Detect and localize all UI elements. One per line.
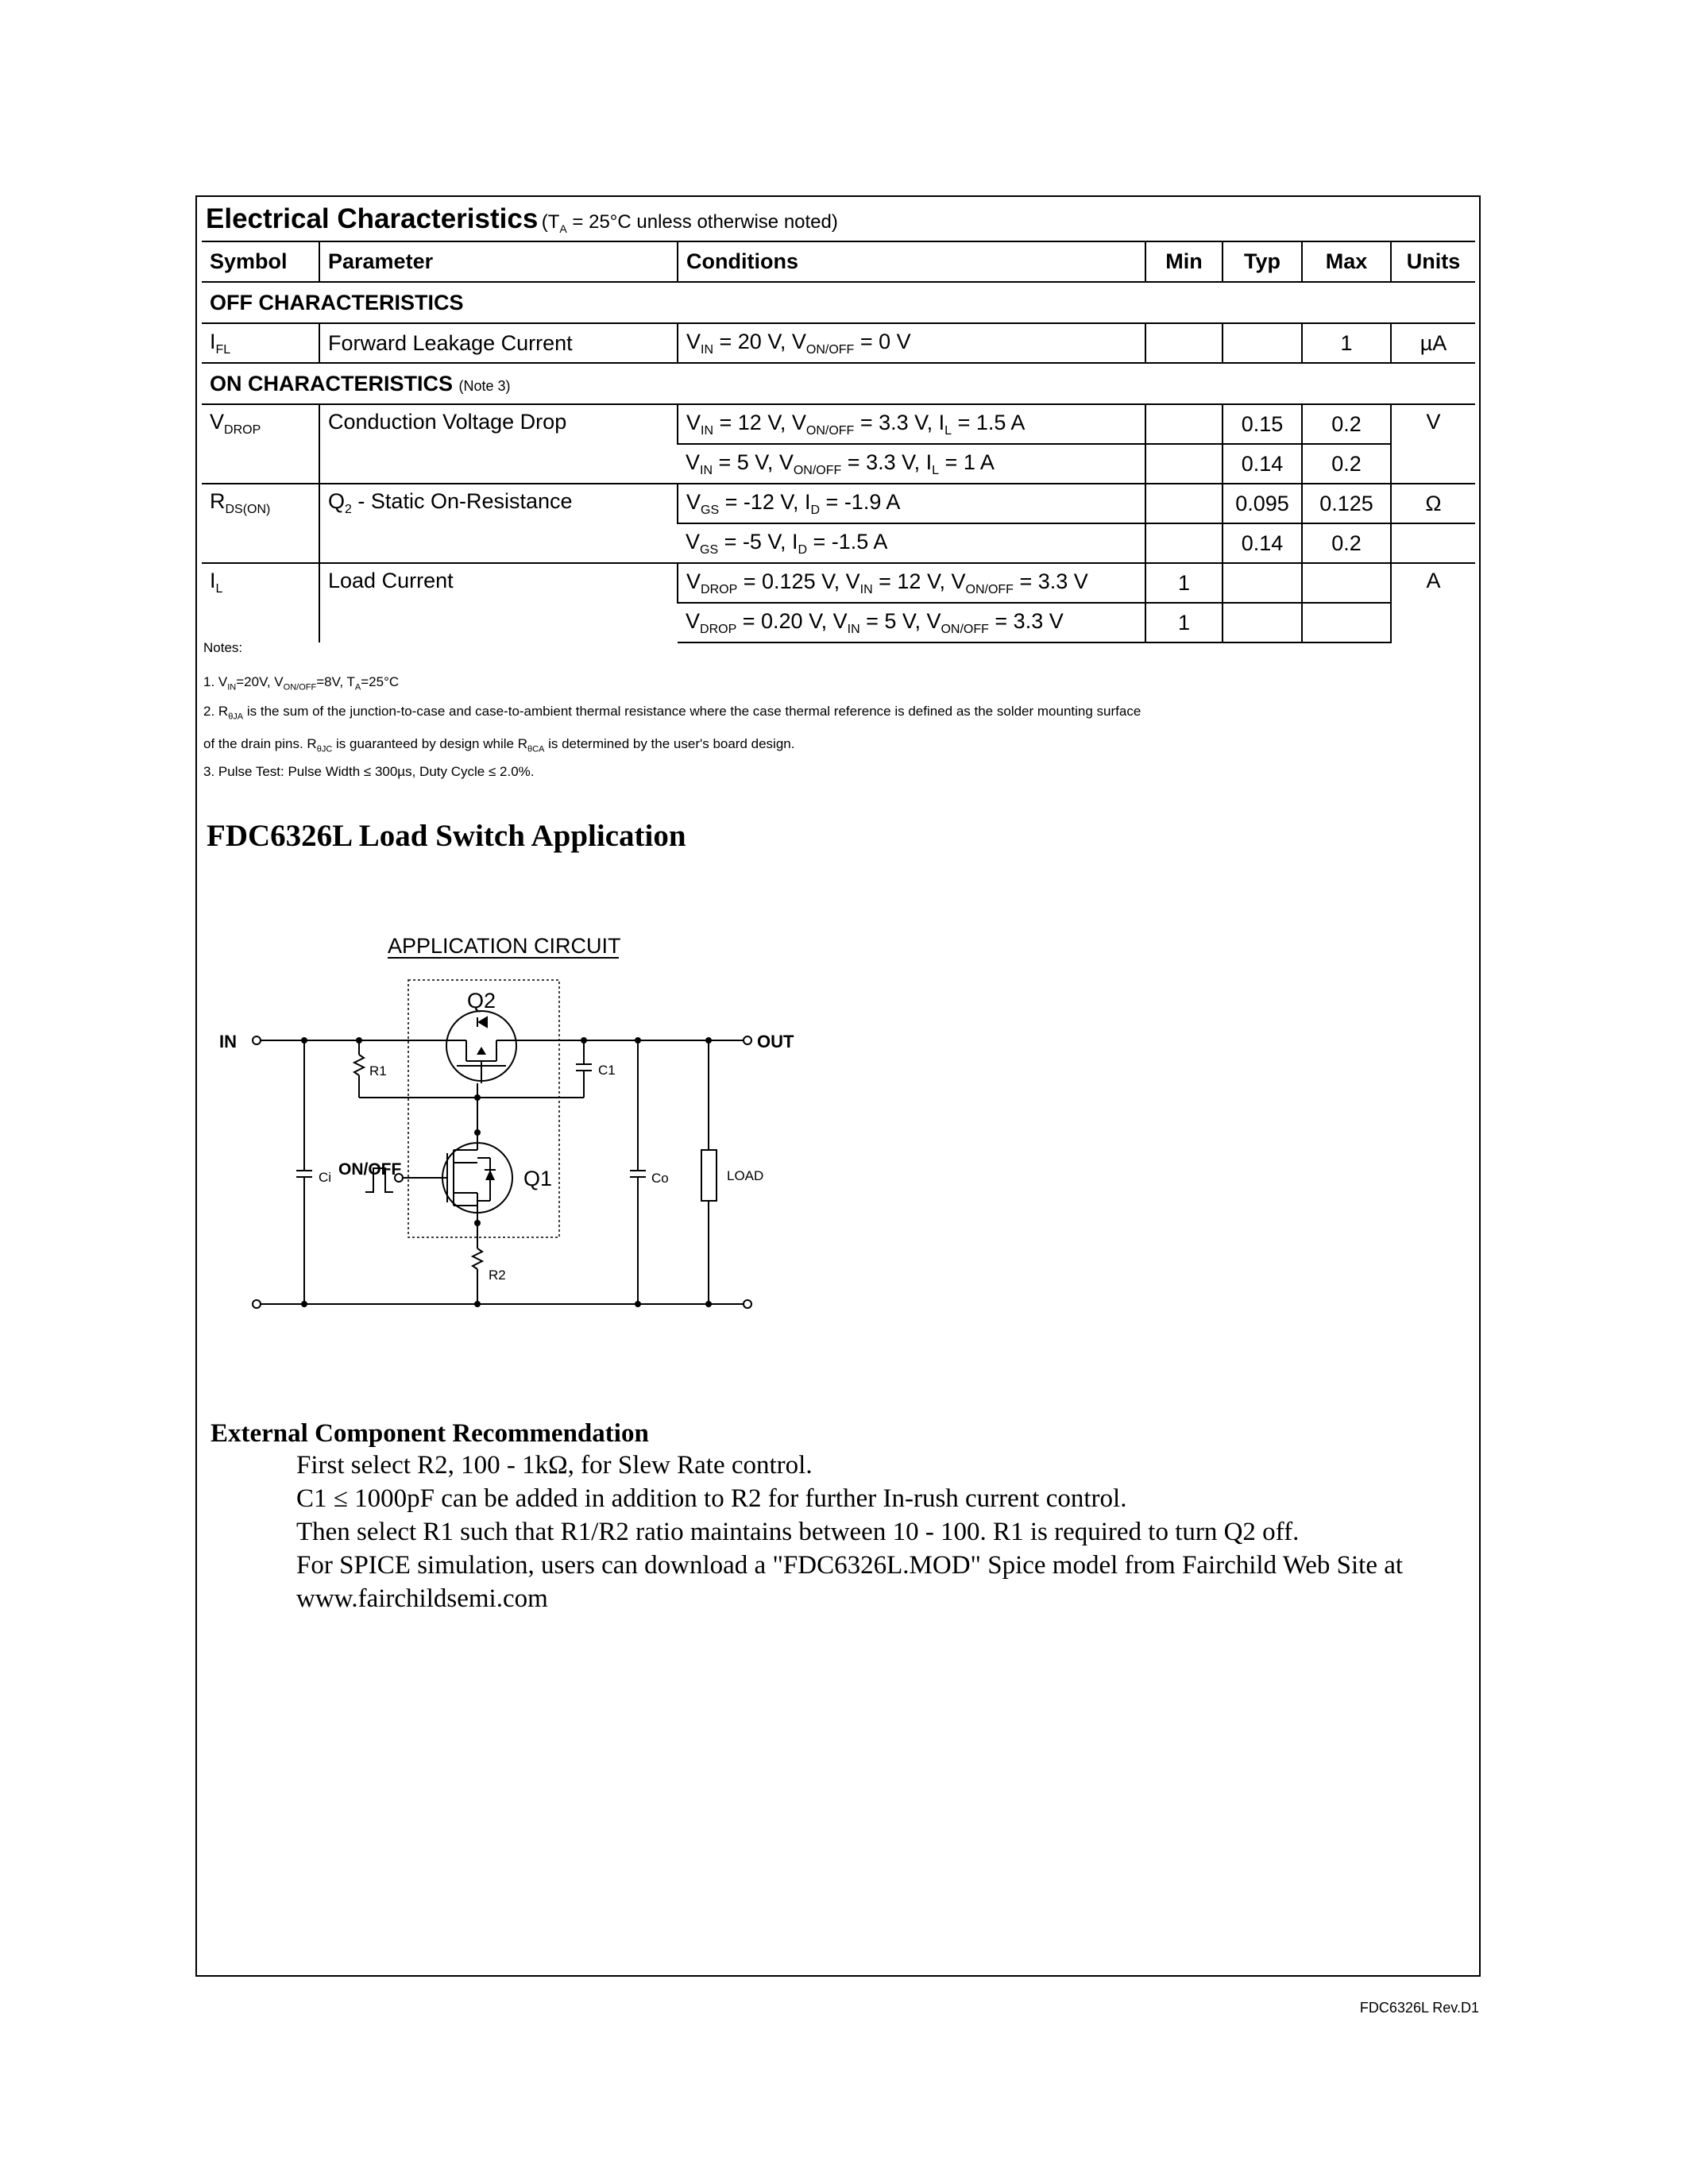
footer-revision: FDC6326L Rev.D1 [1359, 2000, 1479, 2016]
circuit-title: APPLICATION CIRCUIT [388, 934, 621, 958]
max-cell: 0.125 [1302, 484, 1391, 523]
onoff-label: ON/OFF [338, 1160, 402, 1179]
conditions-cell: $V_{GS} = -12$ V, $I_D = -1.9$ A [678, 484, 1145, 523]
typ-cell: 0.15 [1223, 404, 1302, 444]
parameter-cell: Load Current [319, 563, 678, 642]
typ-cell: 0.095 [1223, 484, 1302, 523]
load-resistor [701, 1040, 763, 1304]
in-label: IN [219, 1032, 237, 1051]
load-label: LOAD [727, 1168, 764, 1183]
symbol-cell: $I_{FL}$ [202, 323, 319, 363]
notes-label: Notes: [203, 640, 243, 655]
note-3: 3. Pulse Test: Pulse Width ≤ 300µs, Duty Cycle ≤ 2.0%. [203, 764, 535, 779]
symbol-cell: $V_{DROP}$ [202, 404, 319, 484]
conditions-cell: $V_{DROP} = 0.125$ V, $V_{IN} = 12$ V, $V_{ON/OFF} = 3.3$ V [678, 563, 1145, 603]
units-cell: Ω [1391, 484, 1475, 523]
conditions-cell: $V_{IN} = 5$ V, $V_{ON/OFF} = 3.3$ V, $I_L = 1$ A [678, 444, 1145, 484]
typ-cell: 0.14 [1223, 523, 1302, 563]
symbol-cell: $R_{DS(ON)}$ [202, 484, 319, 563]
external-component-section [211, 1419, 1403, 1615]
q1-label: Q1 [523, 1167, 553, 1190]
co-capacitor [630, 1040, 669, 1304]
max-cell: 1 [1302, 323, 1391, 363]
header-conditions: Conditions [678, 241, 1145, 282]
q2-mosfet [446, 989, 516, 1098]
conditions-cell: $V_{DROP} = 0.20$ V, $V_{IN} = 5$ V, $V_{ON/OFF} = 3.3$ V [678, 603, 1145, 642]
gnd-in-terminal [253, 1300, 261, 1308]
out-terminal [744, 1036, 751, 1044]
header-symbol: Symbol [202, 241, 319, 282]
external-line: For SPICE simulation, users can download a "FDC6326L.MOD" Spice model from Fairchild Web Site at [296, 1551, 1404, 1580]
r2-resistor [473, 1223, 506, 1304]
external-line: Then select R1 such that R1/R2 ratio maintains between 10 - 100. R1 is required to turn Q2 off. [296, 1518, 1300, 1546]
min-cell: 1 [1145, 603, 1223, 642]
note-1: 1. $V_{IN}=20V$, $V_{ON/OFF}=8V$, $T_A=25^\circ C$ [203, 674, 400, 693]
max-cell: 0.2 [1302, 523, 1391, 563]
units-cell: µA [1391, 323, 1475, 363]
units-cell: V [1391, 404, 1475, 484]
symbol-cell: $I_L$ [202, 563, 319, 642]
note-2-continued: of the drain pins. $R_{\theta JC}$ is guaranteed by design while $R_{\theta CA}$ is determined by the user's board design. [203, 736, 795, 754]
max-cell: 0.2 [1302, 444, 1391, 484]
on-characteristics-label: ON CHARACTERISTICS (Note 3) [202, 363, 678, 404]
application-title: FDC6326L Load Switch Application [207, 819, 686, 853]
table-header-row [202, 241, 1475, 282]
electrical-characteristics-table [202, 241, 1475, 643]
ci-label: Ci [319, 1170, 332, 1185]
ci-capacitor [296, 1040, 331, 1304]
r2-label: R2 [489, 1268, 506, 1283]
c1-capacitor [576, 1040, 616, 1098]
r1-resistor [354, 1040, 584, 1098]
in-terminal [253, 1036, 261, 1044]
section-row-off [202, 282, 1475, 323]
parameter-cell: Forward Leakage Current [319, 323, 678, 363]
external-line: C1 ≤ 1000pF can be added in addition to R2 for further In-rush current control. [296, 1484, 1127, 1513]
electrical-characteristics-title: Electrical Characteristics ($T_A = 25^\circ C$ unless otherwise noted) [206, 203, 838, 235]
units-cell: A [1391, 563, 1475, 642]
table-row [202, 323, 1475, 363]
table-row [202, 484, 1475, 523]
note-2: 2. $R_{\theta JA}$ is the sum of the junction-to-case and case-to-ambient thermal resistance where the case thermal reference is defined as the solder mounting surface [203, 704, 1141, 722]
co-label: Co [651, 1171, 669, 1186]
onoff-input [338, 1160, 403, 1192]
q2-label: Q2 [466, 989, 496, 1013]
q1-mosfet [403, 1098, 552, 1223]
header-typ: Typ [1223, 241, 1302, 282]
conditions-cell: $V_{IN} = 12$ V, $V_{ON/OFF} = 3.3$ V, $I_L = 1.5$ A [678, 404, 1145, 444]
conditions-cell: $V_{GS} = -5$ V, $I_D = -1.5$ A [678, 523, 1145, 563]
table-row [202, 563, 1475, 603]
gnd-out-terminal [744, 1300, 751, 1308]
external-heading: External Component Recommendation [211, 1419, 649, 1448]
header-parameter: Parameter [319, 241, 678, 282]
min-cell: 1 [1145, 563, 1223, 603]
external-link[interactable]: www.fairchildsemi.com [296, 1584, 548, 1613]
table-row [202, 404, 1475, 444]
r1-label: R1 [369, 1063, 387, 1078]
conditions-cell: $V_{IN} = 20$ V, $V_{ON/OFF} = 0$ V [678, 323, 1145, 363]
c1-label: C1 [598, 1063, 616, 1078]
parameter-cell: Conduction Voltage Drop [319, 404, 678, 484]
application-circuit-diagram [203, 928, 822, 1333]
header-min: Min [1145, 241, 1223, 282]
parameter-cell: $Q_2$ - Static On-Resistance [319, 484, 678, 563]
header-max: Max [1302, 241, 1391, 282]
header-units: Units [1391, 241, 1475, 282]
max-cell: 0.2 [1302, 404, 1391, 444]
out-label: OUT [757, 1032, 794, 1051]
off-characteristics-label: OFF CHARACTERISTICS [202, 282, 678, 323]
typ-cell: 0.14 [1223, 444, 1302, 484]
section-row-on [202, 363, 1475, 404]
external-line: First select R2, 100 - 1kΩ, for Slew Rate control. [296, 1451, 813, 1480]
